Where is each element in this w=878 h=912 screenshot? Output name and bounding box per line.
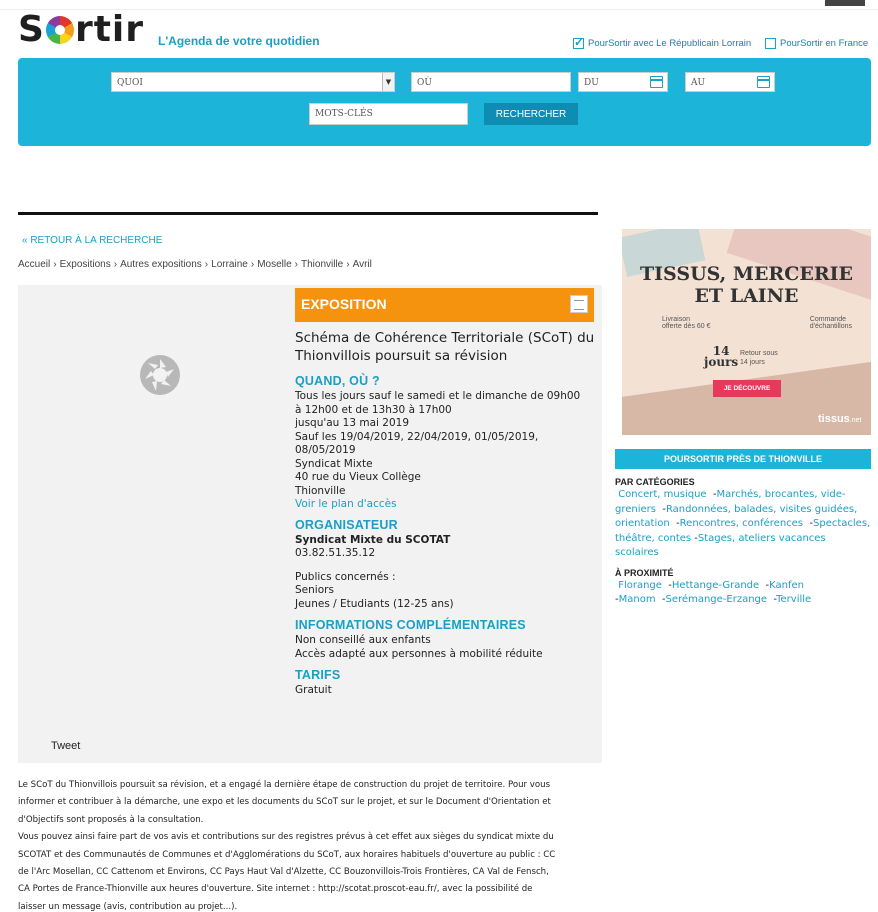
what-select[interactable]: [111, 72, 395, 92]
section-divider: [18, 212, 598, 215]
edition-toggle-lorrain[interactable]: [573, 38, 751, 49]
ad-delivery-line: Livraison: [662, 316, 691, 323]
what-select-value: QUOI: [117, 78, 143, 88]
edition-toggle-france[interactable]: [765, 38, 868, 49]
logo-letters-rtir: rtir: [74, 9, 144, 50]
calendar-icon[interactable]: [650, 76, 663, 88]
edition-label-france: PourSortir en France: [780, 38, 869, 49]
breadcrumb-item[interactable]: Expositions: [59, 259, 111, 270]
breadcrumb-separator-icon: ›: [250, 259, 255, 270]
when-line: jusqu'au 13 mai 2019: [295, 417, 410, 429]
ad-banner[interactable]: [622, 229, 871, 435]
date-from-input[interactable]: [578, 72, 668, 92]
category-label: EXPOSITION: [301, 296, 387, 312]
ad-samples-line: Commande: [809, 316, 846, 323]
ad-delivery: [662, 316, 711, 330]
ad-features: [662, 316, 852, 330]
additional-info-line: Non conseillé aux enfants: [295, 634, 431, 646]
checkbox-unchecked-icon[interactable]: [765, 38, 776, 49]
date-to-input[interactable]: [685, 72, 775, 92]
prices-heading: TARIFS: [295, 668, 341, 682]
search-panel: [18, 58, 871, 146]
search-button[interactable]: RECHERCHER: [484, 103, 578, 125]
keywords-input[interactable]: [309, 103, 468, 125]
when-line: à 12h00 et de 13h30 à 17h00: [295, 403, 452, 416]
breadcrumb-separator-icon: ›: [204, 259, 209, 270]
nearby-section-title: POURSORTIR PRÈS DE THIONVILLE: [615, 449, 871, 469]
town-link[interactable]: Hettange-Grande: [671, 579, 760, 591]
organizer-phone: 03.82.51.35.12: [295, 547, 376, 559]
description-line: de l'Arc Mosellan, CC Cattenom et Environs, CC Pays Haut Val d'Alzette, CC Bouzonvillois-Trois Frontières, CA Val de Fensch,: [18, 867, 549, 878]
calendar-icon[interactable]: [757, 76, 770, 88]
ad-return-line: 14 jours: [740, 359, 765, 366]
ad-return-days: [704, 346, 738, 368]
organizer-heading: ORGANISATEUR: [295, 517, 398, 532]
event-info: [295, 329, 600, 698]
breadcrumb-item[interactable]: Accueil: [18, 259, 51, 270]
category-link[interactable]: Rencontres, conférences: [679, 518, 804, 529]
logo-aperture-icon: [46, 16, 74, 44]
breadcrumb-item[interactable]: Lorraine: [211, 259, 248, 270]
breadcrumb-item[interactable]: Moselle: [257, 259, 292, 270]
categories-list: Concert, musique -Marchés, brocantes, vide-greniers -Randonnées, balades, visites guidées, orientation -Rencontres, conférences -Spectacles, théâtre, contes -Stages, ateliers vacances scolaires: [615, 489, 871, 558]
town-link[interactable]: Manom: [618, 594, 656, 605]
audience-item: Jeunes / Etudiants (12-25 ans): [295, 597, 454, 610]
ad-delivery-line: offerte dès 60 €: [662, 323, 711, 330]
description-line: laisser un message (avis, contribution au projet...).: [18, 901, 238, 912]
breadcrumb-item[interactable]: Avril: [352, 259, 372, 270]
category-link[interactable]: Concert, musique: [618, 489, 707, 500]
chevron-down-icon[interactable]: ▼: [382, 73, 394, 91]
calendar-add-icon[interactable]: [570, 295, 588, 313]
ad-days-word: jours: [704, 355, 739, 369]
event-title: Schéma de Cohérence Territoriale (SCoT) du Thionvillois poursuit sa révision: [295, 330, 595, 364]
image-placeholder-icon: [138, 353, 182, 397]
when-where-heading: QUAND, OÙ ?: [295, 374, 380, 388]
category-link[interactable]: Randonnées, balades, visites guidées, orientation: [615, 503, 858, 529]
site-tagline: L'Agenda de votre quotidien: [158, 34, 320, 48]
tweet-button[interactable]: Tweet: [51, 740, 81, 752]
ad-samples: [810, 316, 852, 330]
event-card: [18, 285, 602, 763]
breadcrumb-separator-icon: ›: [113, 259, 118, 270]
back-to-search-link[interactable]: « RETOUR À LA RECHERCHE: [22, 235, 163, 246]
breadcrumb-separator-icon: ›: [53, 259, 57, 270]
nearby-links: [615, 476, 871, 608]
description-line: Le SCoT du Thionvillois poursuit sa révision, et a engagé la dernière étape de construction du projet de territoire. Pour vous: [18, 780, 551, 790]
where-input-placeholder: OÙ: [417, 78, 432, 88]
ad-title-line: ET LAINE: [694, 285, 799, 307]
ad-title-line: TISSUS, MERCERIE: [640, 263, 853, 285]
additional-info-line: Accès adapté aux personnes à mobilité réduite: [295, 647, 543, 660]
town-link[interactable]: Kanfen: [769, 579, 804, 591]
description-line: informer et contribuer à la démarche, une expo et les documents du SCoT sur le projet, et sur le Document d'Orientation et: [18, 797, 551, 808]
when-line: 08/05/2019: [295, 444, 356, 456]
breadcrumb: [18, 259, 372, 270]
town-link[interactable]: Florange: [618, 579, 662, 591]
proximity-heading: À PROXIMITÉ: [615, 567, 674, 578]
map-link[interactable]: Voir le plan d'accès: [295, 498, 397, 510]
logo-wordmark: [18, 9, 144, 50]
organizer-name: Syndicat Mixte du SCOTAT: [295, 533, 451, 546]
event-description: [18, 777, 604, 912]
description-line: SCOTAT et des Communautés de Communes et d'Agglomérations du SCoT, aux horaires habituels d'ouverture au public : CC: [18, 849, 556, 860]
town-link[interactable]: Terville: [776, 594, 812, 605]
category-banner: [295, 288, 594, 322]
ad-return-line: Retour sous: [740, 350, 778, 357]
ad-brand-logo: [818, 413, 861, 425]
venue-address: 40 rue du Vieux Collège: [295, 471, 421, 483]
date-from-placeholder: DU: [584, 78, 599, 88]
keywords-placeholder: MOTS-CLÉS: [315, 109, 373, 119]
price-value: Gratuit: [295, 684, 332, 696]
venue-name: Syndicat Mixte: [295, 457, 373, 470]
when-line: Tous les jours sauf le samedi et le dimanche de 09h00: [295, 390, 581, 402]
ad-discover-button[interactable]: JE DÉCOUVRE: [713, 380, 781, 397]
venue-city: Thionville: [295, 484, 346, 497]
ad-days-number: 14: [712, 344, 730, 358]
audience-item: Seniors: [295, 584, 334, 596]
town-link[interactable]: Serémange-Erzange: [665, 594, 768, 605]
proximity-list: Florange -Hettange-Grande -Kanfen -Manom -Serémange-Erzange -Terville: [615, 579, 812, 605]
ad-title: [622, 263, 871, 307]
description-line: d'Objectifs sont proposés à la consultation.: [18, 814, 204, 825]
category-link[interactable]: Stages, ateliers vacances scolaires: [615, 532, 826, 558]
description-line: CA Portes de France-Thionville aux heures d'ouverture. Site internet : http://scotat.proscot-eau.fr/, avec la possibilité de: [18, 884, 533, 895]
breadcrumb-separator-icon: ›: [294, 259, 298, 270]
top-edge-graphic: [825, 0, 865, 6]
ad-brand-name: tissus: [818, 413, 850, 425]
description-line: Vous pouvez ainsi faire part de vos avis et contributions sur des registres prévus à cet effet aux sièges du syndicat mixte du: [18, 832, 554, 843]
where-input[interactable]: [411, 72, 571, 92]
ad-brand-suffix: .net: [849, 417, 862, 424]
ad-samples-line: d'échantillons: [809, 323, 852, 330]
checkbox-checked-icon[interactable]: [573, 38, 584, 49]
categories-heading: PAR CATÉGORIES: [615, 477, 695, 487]
when-line: Sauf les 19/04/2019, 22/04/2019, 01/05/2019,: [295, 430, 539, 443]
site-logo[interactable]: [18, 10, 144, 48]
logo-letter-s: S: [18, 9, 45, 50]
breadcrumb-separator-icon: ›: [346, 259, 350, 270]
category-link[interactable]: Spectacles, théâtre, contes: [615, 518, 871, 544]
ad-return-text: [740, 349, 790, 367]
additional-info-heading: INFORMATIONS COMPLÉMENTAIRES: [295, 618, 526, 632]
category-link[interactable]: Marchés, brocantes, vide-greniers: [615, 489, 846, 515]
edition-label-lorrain: PourSortir avec Le Républicain Lorrain: [588, 38, 752, 49]
breadcrumb-item[interactable]: Thionville: [301, 259, 344, 270]
audience-label: Publics concernés :: [295, 570, 396, 583]
date-to-placeholder: AU: [691, 78, 706, 88]
breadcrumb-item[interactable]: Autres expositions: [120, 259, 202, 270]
